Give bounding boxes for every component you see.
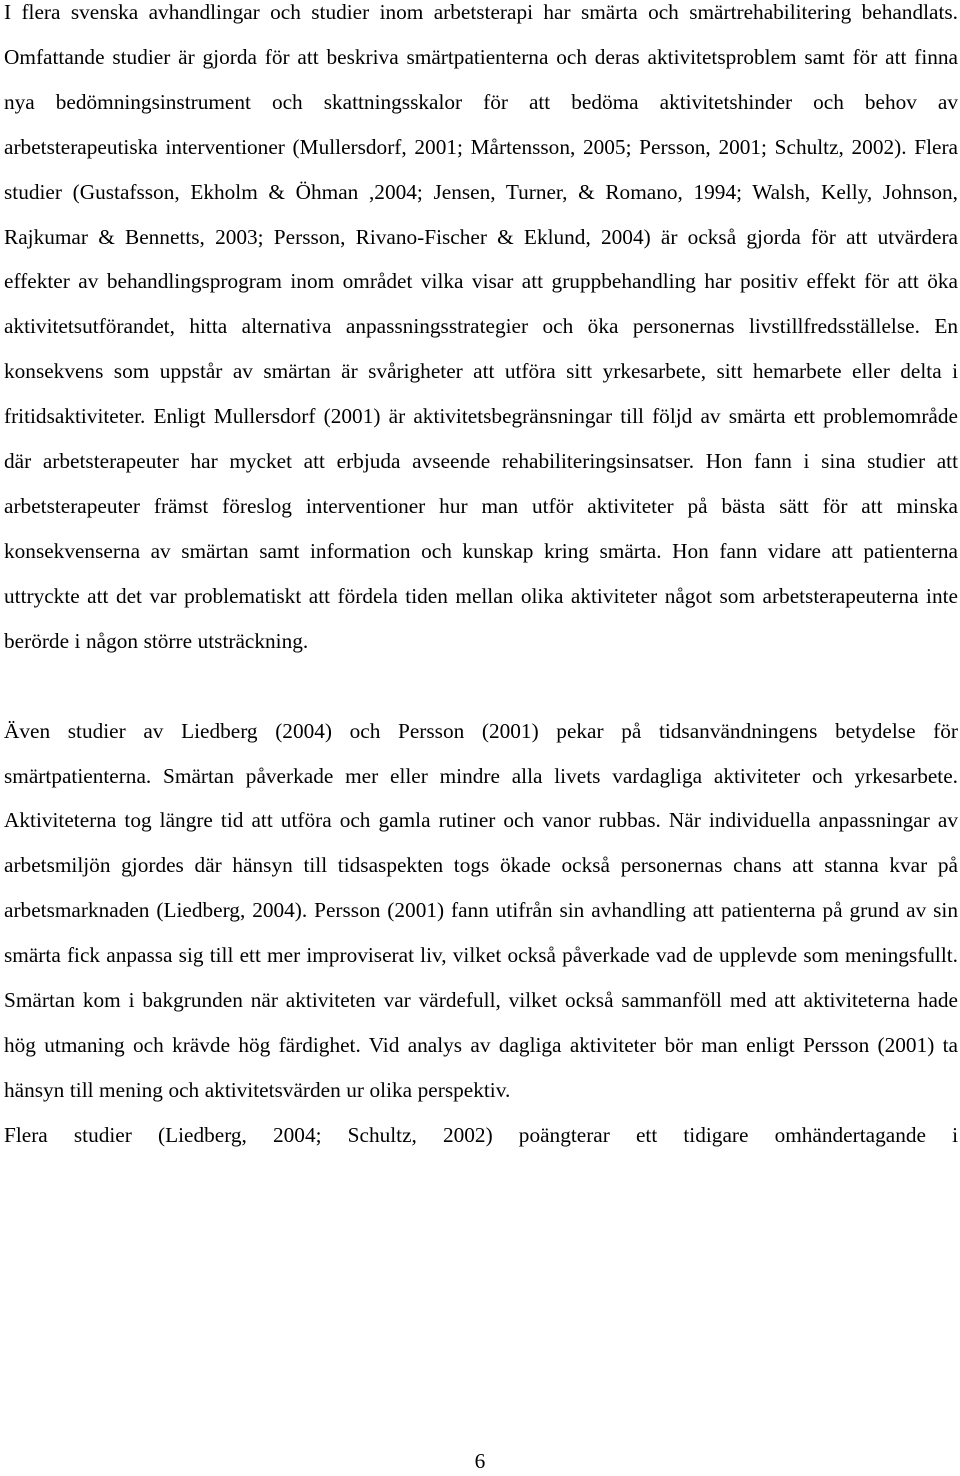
body-paragraph-1: I flera svenska avhandlingar och studier inom arbetsterapi har smärta och smärtrehabilitering behandlats. Omfattande studier är gjorda för att beskriva smärtpatienterna och deras aktivitetsproblem samt för att finna nya bedömningsinstrument och skattningsskalor för att bedöma aktivitetshinder och behov av arbetsterapeutiska interventioner (Mullersdorf, 2001; Mårtensson, 2005; Persson, 2001; Schultz, 2002). Flera studier (Gustafsson, Ekholm & Öhman ,2004; Jensen, Turner, & Romano, 1994; Walsh, Kelly, Johnson, Rajkumar & Bennetts, 2003; Persson, Rivano-Fischer & Eklund, 2004) är också gjorda för att utvärdera effekter av behandlingsprogram inom området vilka visar att gruppbehandling har positiv effekt för att öka aktivitetsutförandet, hitta alternativa anpassningsstrategier och öka personernas livstillfredsställelse. En konsekvens som uppstår av smärtan är svårigheter att utföra sitt yrkesarbete, sitt hemarbete eller delta i fritidsaktiviteter. Enligt Mullersdorf (2001) är aktivitetsbegränsningar till följd av smärta ett problemområde där arbetsterapeuter har mycket att erbjuda avseende rehabiliteringsinsatser. Hon fann i sina studier att arbetsterapeuter främst föreslog interventioner hur man utför aktiviteter på bästa sätt för att minska konsekvenserna av smärtan samt information och kunskap kring smärta. Hon fann vidare att patienterna uttryckte att det var problematiskt att fördela tiden mellan olika aktiviteter något som arbetsterapeuterna inte berörde i någon större utsträckning.: [4, 0, 958, 653]
document-page: [4, 0, 958, 1158]
page-number: 6: [474, 1449, 486, 1473]
body-paragraph-2: Även studier av Liedberg (2004) och Persson (2001) pekar på tidsanvändningens betydelse för smärtpatienterna. Smärtan påverkade mer eller mindre alla livets vardagliga aktiviteter och yrkesarbete. Aktiviteterna tog längre tid att utföra och gamla rutiner och vanor rubbas. När individuella anpassningar av arbetsmiljön gjordes där hänsyn till tidsaspekten togs ökade också personernas chans att stanna kvar på arbetsmarknaden (Liedberg, 2004). Persson (2001) fann utifrån sin avhandling att patienterna på grund av sin smärta fick anpassa sig till ett mer improviserat liv, vilket också påverkade vad de upplevde som meningsfullt. Smärtan kom i bakgrunden när aktiviteten var värdefull, vilket också sammanföll med att aktiviteterna hade hög utmaning och krävde hög färdighet. Vid analys av dagliga aktiviteter bör man enligt Persson (2001) ta hänsyn till mening och aktivitetsvärden ur olika perspektiv.: [4, 718, 958, 1102]
body-paragraph-3: Flera studier (Liedberg, 2004; Schultz, 2002) poängterar ett tidigare omhändertagande i: [4, 1122, 958, 1147]
